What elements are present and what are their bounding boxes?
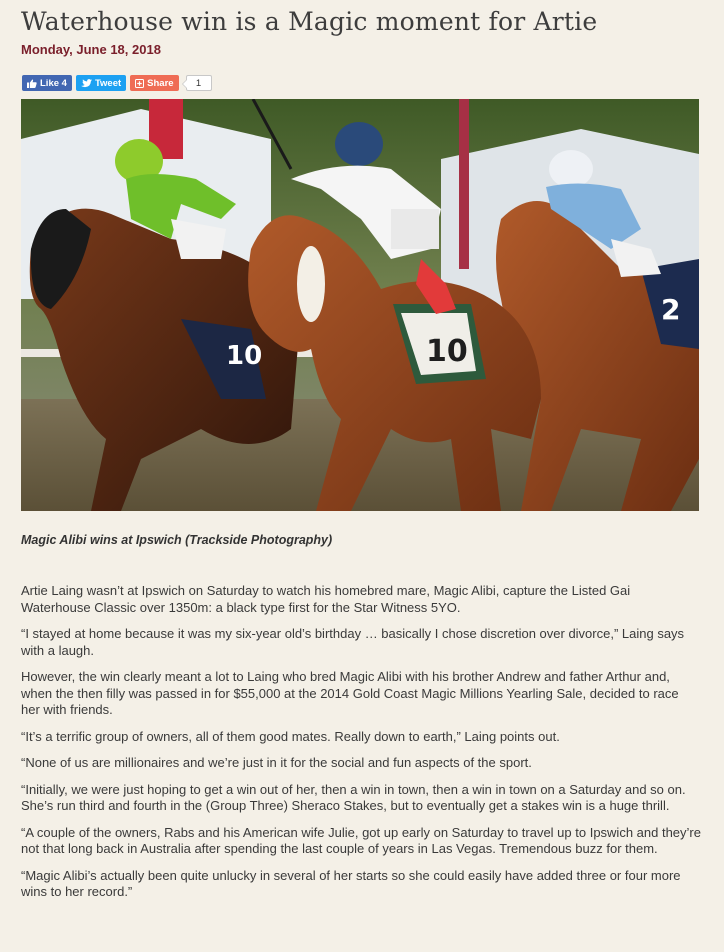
facebook-like-label: Like 4 [40, 77, 67, 89]
twitter-bird-icon [81, 79, 92, 88]
paragraph: “A couple of the owners, Rabs and his American wife Julie, got up early on Saturday to travel up to Ipswich and they’re not that long back in Australia after spending the last couple of years in Las Vegas. Tremendous buzz for them. [21, 824, 701, 856]
share-count-badge: 1 [186, 75, 212, 91]
tweet-label: Tweet [94, 77, 122, 89]
share-button[interactable] [130, 75, 178, 91]
article-title: Waterhouse win is a Magic moment for Artie [21, 7, 598, 36]
paragraph: Artie Laing wasn’t at Ipswich on Saturday to watch his homebred mare, Magic Alibi, capture the Listed Gai Waterhouse Classic over 1350m: a black type first for the Star Witness 5YO. [21, 583, 631, 615]
saddlecloth-10: 10 [426, 334, 468, 369]
paragraph: “Initially, we were just hoping to get a win out of her, then a win in town, then a win in town on a Saturday and so on. She’s run third and fourth in the (Group Three) Sheraco Stakes, but to eventually get a stakes win is a huge thrill. [21, 781, 686, 813]
article-body [21, 583, 701, 911]
svg-text:10: 10 [226, 341, 263, 371]
share-plus-icon [135, 79, 144, 88]
paragraph: “None of us are millionaires and we’re just in it for the social and fun aspects of the sport. [21, 755, 532, 770]
thumbs-up-icon [27, 79, 37, 88]
race-photo [21, 99, 699, 511]
share-label: Share [147, 77, 174, 89]
photo-caption: Magic Alibi wins at Ipswich (Trackside Photography) [21, 533, 333, 547]
facebook-like-button[interactable] [22, 75, 72, 91]
social-share-bar [22, 75, 212, 91]
paragraph: However, the win clearly meant a lot to Laing who bred Magic Alibi with his brother Andrew and father Arthur and, when the then filly was passed in for $55,000 at the 2014 Gold Coast Magic Millions Yearling Sale, decided to race her with friends. [21, 669, 679, 717]
paragraph: “I stayed at home because it was my six-year old’s birthday … basically I chose discretion over divorce,” Laing says with a laugh. [21, 626, 685, 658]
paragraph: “It’s a terrific group of owners, all of them good mates. Really down to earth,” Laing points out. [21, 728, 560, 744]
article-date: Monday, June 18, 2018 [21, 42, 161, 57]
saddlecloth-2: 2 [661, 293, 681, 326]
paragraph: “Magic Alibi’s actually been quite unlucky in several of her starts so she could easily have added three or four more wins to her record.” [21, 867, 681, 899]
tweet-button[interactable] [76, 75, 126, 91]
